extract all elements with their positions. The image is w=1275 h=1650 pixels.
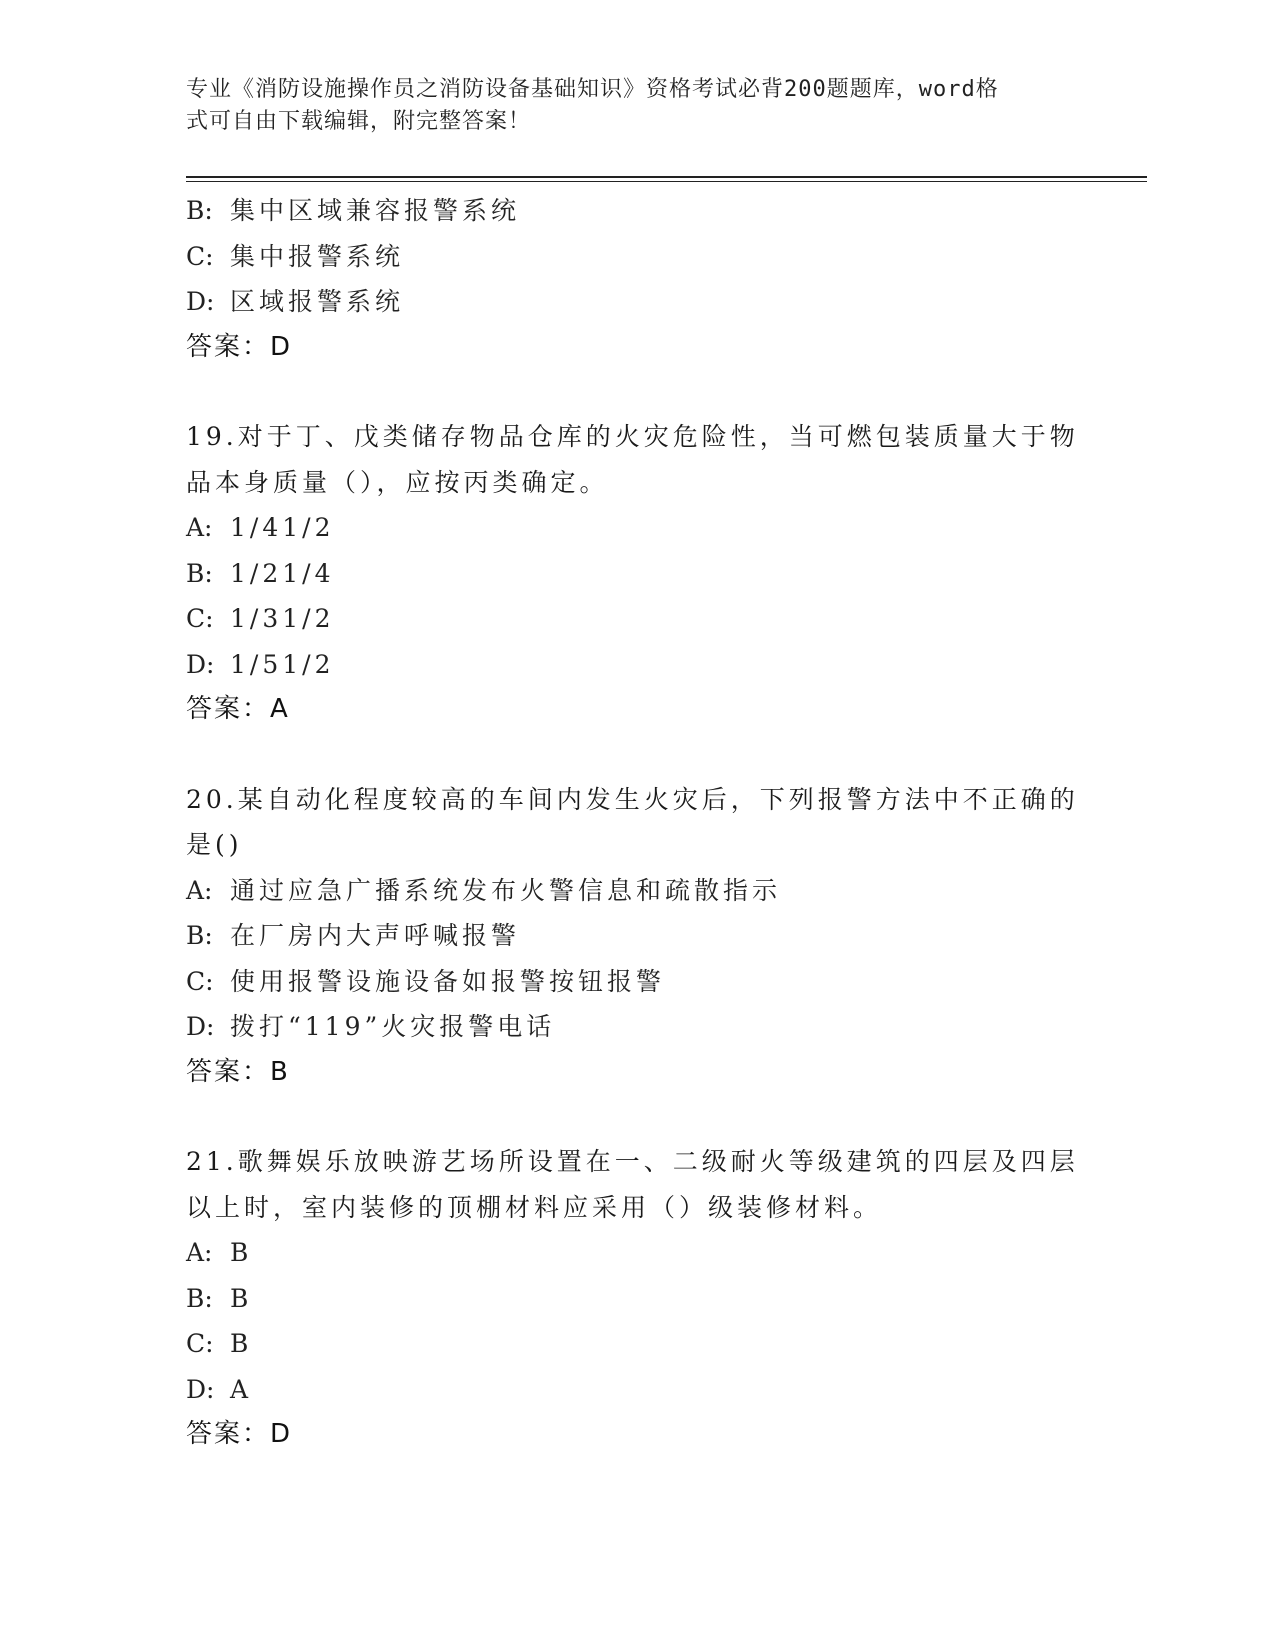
- question-block-21: [186, 1139, 1086, 1458]
- option-row: [186, 188, 1086, 234]
- option-key: D:: [186, 649, 215, 679]
- answer-line: 答案：D: [186, 331, 293, 362]
- question-text-line: 21.歌舞娱乐放映游艺场所设置在一、二级耐火等级建筑的四层及四层: [186, 1147, 1079, 1176]
- option-row: [186, 1367, 1086, 1413]
- option-text: 拨打“119”火灾报警电话: [230, 1012, 556, 1041]
- option-text: 1/31/2: [230, 604, 335, 633]
- option-text: 1/41/2: [230, 513, 335, 542]
- option-row: [186, 1230, 1086, 1276]
- option-row: [186, 959, 1086, 1005]
- option-key: D:: [186, 1012, 215, 1041]
- option-text: 区域报警系统: [230, 287, 405, 316]
- option-row: [186, 1321, 1086, 1367]
- previous-question-block: [186, 188, 1086, 370]
- option-key: B:: [186, 196, 213, 225]
- option-row: [186, 1004, 1086, 1050]
- question-text-line: 品本身质量（），应按丙类确定。: [186, 467, 609, 497]
- spacer: [186, 370, 1086, 414]
- option-row: [186, 868, 1086, 914]
- option-text: A: [230, 1374, 253, 1404]
- option-text: B: [230, 1283, 253, 1313]
- option-key: D:: [186, 287, 215, 316]
- option-key: C:: [186, 241, 214, 271]
- option-row: [186, 505, 1086, 551]
- spacer: [186, 1095, 1086, 1139]
- question-block-19: [186, 414, 1086, 733]
- option-row: [186, 551, 1086, 597]
- option-text: 在厂房内大声呼喊报警: [230, 921, 521, 950]
- question-text-line: 19.对于丁、戊类储存物品仓库的火灾危险性，当可燃包装质量大于物: [186, 422, 1079, 451]
- option-row: [186, 642, 1086, 688]
- option-text: 1/51/2: [230, 649, 335, 679]
- option-key: B:: [186, 921, 213, 950]
- header-divider-thin: [186, 181, 1147, 182]
- header-line-2: 式可自由下载编辑，附完整答案！: [186, 109, 532, 134]
- option-text: B: [230, 1329, 253, 1358]
- answer-line: 答案：D: [186, 1419, 293, 1449]
- header-divider-thick: [186, 176, 1147, 178]
- document-header: [186, 74, 1066, 138]
- option-key: B:: [186, 1283, 213, 1313]
- option-row: [186, 596, 1086, 642]
- question-text-line: 以上时，室内装修的顶棚材料应采用（）级装修材料。: [186, 1192, 883, 1222]
- option-row: [186, 1276, 1086, 1322]
- option-row: [186, 279, 1086, 325]
- option-key: A:: [186, 875, 213, 905]
- option-text: 使用报警设施设备如报警按钮报警: [230, 966, 666, 996]
- option-key: D:: [186, 1374, 215, 1404]
- option-text: B: [230, 1238, 253, 1267]
- option-text: 集中报警系统: [230, 241, 405, 271]
- option-key: A:: [186, 513, 213, 542]
- option-key: C:: [186, 966, 214, 996]
- answer-line: 答案：A: [186, 694, 290, 724]
- spacer: [186, 733, 1086, 777]
- option-row: [186, 234, 1086, 280]
- question-text-line: 是(): [186, 830, 243, 859]
- option-key: A:: [186, 1238, 213, 1267]
- option-key: C:: [186, 604, 214, 633]
- option-key: C:: [186, 1329, 214, 1358]
- header-line-1: 专业《消防设施操作员之消防设备基础知识》资格考试必背200题题库，word格: [186, 77, 999, 102]
- answer-line: 答案：B: [186, 1056, 290, 1087]
- option-text: 1/21/4: [230, 558, 335, 588]
- question-content: [186, 188, 1086, 1458]
- option-row: [186, 913, 1086, 959]
- option-key: B:: [186, 558, 213, 588]
- option-text: 通过应急广播系统发布火警信息和疏散指示: [230, 875, 782, 905]
- question-text-line: 20.某自动化程度较高的车间内发生火灾后，下列报警方法中不正确的: [186, 784, 1079, 814]
- option-text: 集中区域兼容报警系统: [230, 196, 521, 225]
- question-block-20: [186, 777, 1086, 1096]
